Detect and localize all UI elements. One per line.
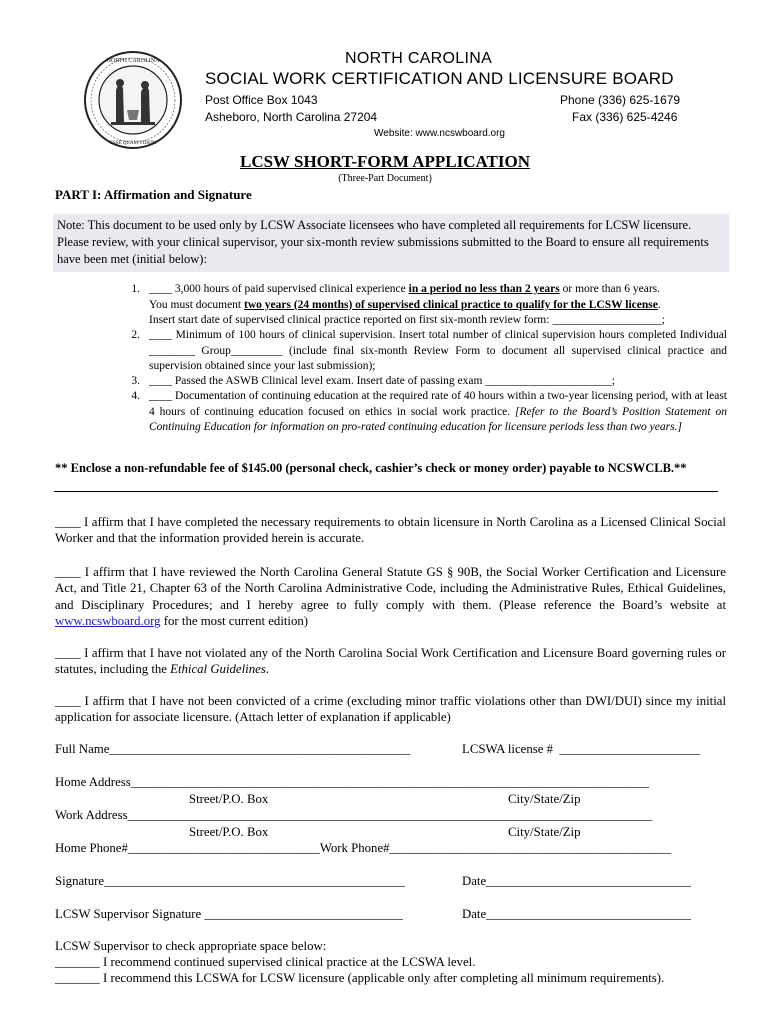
website-link[interactable]: www.ncswboard.org	[55, 614, 161, 629]
part-heading: PART I: Affirmation and Signature	[55, 187, 252, 202]
work-address-field[interactable]: Work Address__________________________________________________________________________________	[55, 808, 653, 822]
supervisor-signature-field[interactable]: LCSW Supervisor Signature _______________________________	[55, 907, 403, 921]
divider	[54, 491, 718, 492]
item-text: or more than 6 years.	[559, 283, 661, 295]
street-label: Street/P.O. Box	[189, 792, 269, 806]
org-name-line2: SOCIAL WORK CERTIFICATION AND LICENSURE BOARD	[205, 69, 674, 88]
supervisor-option-1[interactable]: _______ I recommend continued supervised clinical practice at the LCSWA level.	[55, 955, 476, 969]
fee-notice: ** Enclose a non-refundable fee of $145.00 (personal check, cashier’s check or money order) payable to NCSWCLB.**	[55, 461, 687, 475]
signature-field[interactable]: Signature_______________________________________________	[55, 874, 405, 888]
item-italic-note: [Refer to the Board’s Position Statement on Continuing Education for information on pro-rated continuing education for licensure periods less than two years.]	[149, 405, 728, 434]
item-number: 1.	[131, 283, 140, 295]
list-item: ____ Minimum of 100 hours of clinical supervision. Insert total number of clinical supervision hours completed Individual ________ Group_________ (include final six-month Review Form to document all supervised clinical practice and supervision obtained since your last submission);	[149, 329, 727, 373]
po-box: Post Office Box 1043	[205, 93, 318, 107]
affirmation-2	[55, 564, 726, 630]
list-item	[149, 282, 727, 329]
form-title: LCSW SHORT-FORM APPLICATION	[239, 152, 531, 171]
list-item: ____ Passed the ASWB Clinical level exam. Insert date of passing exam ______________________;	[149, 375, 615, 387]
phone-number: Phone (336) 625-1679	[560, 93, 681, 107]
org-name-line1: NORTH CAROLINA	[345, 50, 493, 67]
state-seal-logo	[83, 50, 183, 150]
svg-text:NORTH CAROLINA: NORTH CAROLINA	[106, 58, 160, 64]
home-address-field[interactable]: Home Address_________________________________________________________________________________	[55, 775, 649, 789]
affirmation-italic: Ethical Guidelines	[170, 662, 266, 677]
fax-number: Fax (336) 625-4246	[572, 110, 678, 124]
supervisor-option-2[interactable]: _______ I recommend this LCSWA for LCSW licensure (applicable only after completing all minimum requirements).	[55, 971, 665, 985]
phone-fields[interactable]: Home Phone#______________________________Work Phone#____________________________________________	[55, 841, 672, 855]
website-address: Website: www.ncswboard.org	[374, 128, 505, 139]
item-number: 4.	[131, 390, 140, 402]
note-box: Note: This document to be used only by LCSW Associate licensees who have completed all requirements for LCSW licensure. Please review, with your clinical supervisor, your six-month review submissions submitted to the Board to ensure all requirements have been met (initial below):	[53, 214, 729, 272]
city-state-zip-label: City/State/Zip	[508, 792, 581, 806]
affirmation-text: ____ I affirm that I have not violated any of the North Carolina Social Work Certification and Licensure Board governing rules or statutes, including the	[55, 646, 726, 677]
item-text: ____ Documentation of continuing education at the required rate of 40 hours within a two-year licensing period, with at least 4 hours of continuing education focused on ethics in social work practice.	[149, 390, 727, 418]
svg-text:ESSE QUAM VIDERI: ESSE QUAM VIDERI	[109, 141, 157, 146]
affirmation-4: ____ I affirm that I have not been convicted of a crime (excluding minor traffic violations other than DWI/DUI) since my initial application for associate licensure. (Attach letter of explanation if applicable)	[55, 694, 726, 725]
city-address: Asheboro, North Carolina 27204	[205, 110, 378, 124]
list-item	[149, 389, 727, 436]
item-text: You must document	[149, 298, 244, 311]
affirmation-text: .	[265, 662, 269, 677]
item-number: 3.	[131, 375, 140, 387]
item-emphasis: two years (24 months) of supervised clinical practice to qualify for the LCSW license	[244, 298, 658, 311]
supervisor-heading: LCSW Supervisor to check appropriate space below:	[55, 939, 327, 953]
item-text: ____ 3,000 hours of paid supervised clinical experience	[149, 283, 409, 295]
item-text: Insert start date of supervised clinical practice reported on first six-month review form: ___________________;	[149, 314, 665, 327]
affirmation-text: for the most current edition)	[160, 614, 309, 629]
form-subtitle: (Three-Part Document)	[338, 173, 432, 184]
street-label: Street/P.O. Box	[189, 825, 269, 839]
affirmation-1: ____ I affirm that I have completed the necessary requirements to obtain licensure in North Carolina as a Licensed Clinical Social Worker and that the information provided herein is accurate.	[55, 515, 726, 546]
item-text: .	[657, 298, 661, 311]
affirmation-text: ____ I affirm that I have reviewed the North Carolina General Statute GS § 90B, the Social Worker Certification and Licensure Act, and Title 21, Chapter 63 of the North Carolina Administrative Code, including the Administrative Rules, Ethical Guidelines, and Disciplinary Procedures; and I hereby agree to fully comply with them. (Please reference the Board’s website at	[55, 565, 726, 612]
lcswa-license-field[interactable]: LCSWA license # ______________________	[462, 742, 701, 756]
item-number: 2.	[131, 329, 140, 341]
date-field[interactable]: Date________________________________	[462, 907, 691, 921]
date-field[interactable]: Date________________________________	[462, 874, 691, 888]
affirmation-3	[55, 645, 726, 678]
full-name-field[interactable]: Full Name_______________________________________________	[55, 742, 411, 756]
item-emphasis: in a period no less than 2 years	[408, 283, 560, 295]
city-state-zip-label: City/State/Zip	[508, 825, 581, 839]
